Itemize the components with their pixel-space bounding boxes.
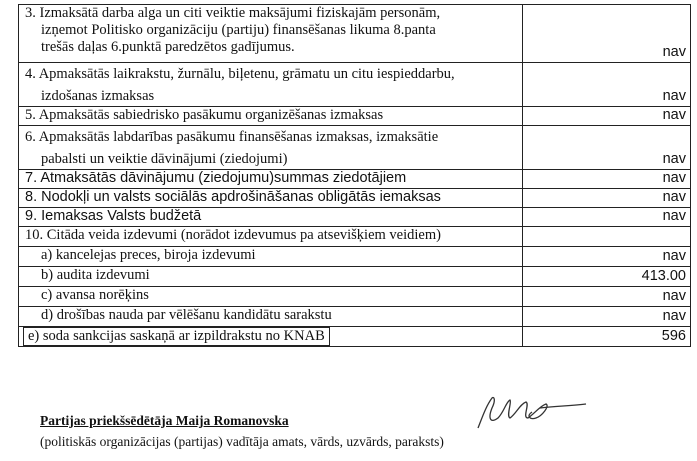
row-value: nav: [523, 5, 691, 63]
table-row: [19, 126, 691, 170]
table-row: [19, 267, 691, 287]
boxed-label: e) soda sankcijas saskaņā ar izpildrakstu no KNAB: [23, 327, 330, 346]
row-value: nav: [523, 208, 691, 227]
row-value: nav: [523, 307, 691, 327]
row-label: [19, 327, 523, 347]
table-row: [19, 170, 691, 189]
table-row: [19, 208, 691, 227]
row-label-line: 4. Apmaksātās laikrakstu, žurnālu, biļetenu, grāmatu un citu iespieddarbu,: [25, 66, 455, 82]
table-row: [19, 287, 691, 307]
table-row: [19, 327, 691, 347]
row-label: c) avansa norēķins: [19, 287, 523, 307]
row-label-line: izdošanas izmaksas: [41, 88, 155, 104]
row-value: nav: [523, 107, 691, 126]
row-label: [19, 126, 523, 170]
row-value: 596: [523, 327, 691, 347]
row-value: nav: [523, 126, 691, 170]
row-value: nav: [523, 170, 691, 189]
table-row: [19, 107, 691, 126]
row-label: 10. Citāda veida izdevumi (norādot izdevumus pa atsevišķiem veidiem): [19, 227, 523, 247]
row-label: a) kancelejas preces, biroja izdevumi: [19, 247, 523, 267]
row-label: b) audita izdevumi: [19, 267, 523, 287]
signature-caption: (politiskās organizācijas (partijas) vadītāja amats, vārds, uzvārds, paraksts): [40, 434, 444, 449]
row-value: nav: [523, 189, 691, 208]
row-value: nav: [523, 63, 691, 107]
row-label-line: pabalsti un veiktie dāvinājumi (ziedojumi): [41, 151, 288, 167]
row-label: 5. Apmaksātās sabiedrisko pasākumu organizēšanas izmaksas: [19, 107, 523, 126]
row-label: 8. Nodokļi un valsts sociālās apdrošināšanas obligātās iemaksas: [19, 189, 523, 208]
row-value: [523, 227, 691, 247]
table-row: [19, 5, 691, 63]
row-label: d) drošības nauda par vēlēšanu kandidātu sarakstu: [19, 307, 523, 327]
table-row: [19, 189, 691, 208]
row-label: [19, 5, 523, 63]
row-value: nav: [523, 287, 691, 307]
row-label-line: 6. Apmaksātās labdarības pasākumu finansēšanas izmaksas, izmaksātie: [25, 129, 439, 145]
row-label: 7. Atmaksātās dāvinājumu (ziedojumu)summas ziedotājiem: [19, 170, 523, 189]
row-label-line: trešās daļas 6.punktā paredzētos gadījumus.: [41, 39, 295, 55]
row-label: [19, 63, 523, 107]
table-row: [19, 227, 691, 247]
row-label-line: 3. Izmaksātā darba alga un citi veiktie maksājumi fiziskajām personām,: [25, 5, 441, 21]
handwritten-signature: [470, 388, 590, 436]
row-value: nav: [523, 247, 691, 267]
expense-report-table: [18, 4, 691, 347]
table-row: [19, 247, 691, 267]
table-row: [19, 307, 691, 327]
row-label-line: izņemot Politisko organizāciju (partiju) finansēšanas likuma 8.panta: [41, 22, 436, 38]
signatory-title: Partijas priekšsēdētāja Maija Romanovska: [40, 413, 289, 428]
table-row: [19, 63, 691, 107]
row-value: 413.00: [523, 267, 691, 287]
row-label: 9. Iemaksas Valsts budžetā: [19, 208, 523, 227]
